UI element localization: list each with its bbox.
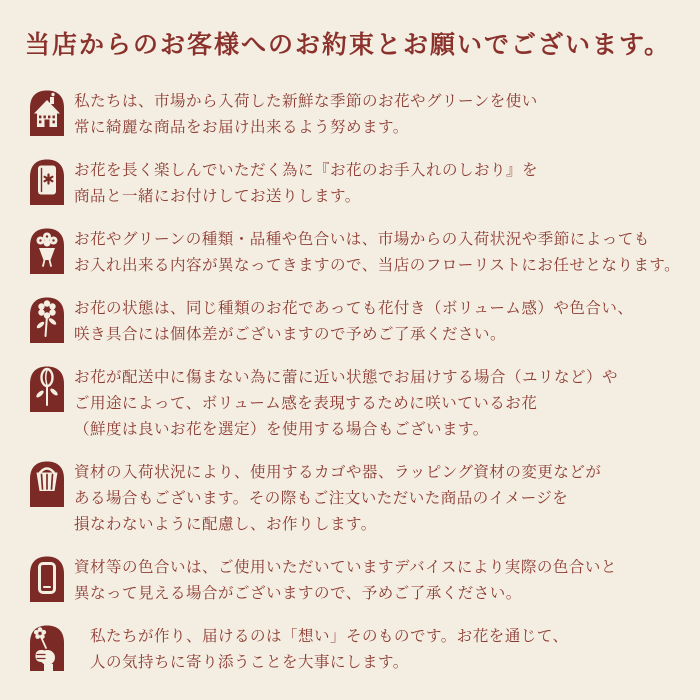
promise-text — [74, 226, 680, 278]
promise-line: お入れ出来る内容が異なってきますので、当店のフローリストにお任せとなります。 — [74, 256, 681, 274]
page-title: 当店からのお客様へのお約束とお願いでございます。 — [25, 30, 672, 59]
care-leaflet-icon — [28, 158, 66, 206]
flower-icon — [28, 296, 66, 344]
promise-line: 私たちは、市場から入荷した新鮮な季節のお花やグリーンを使い — [74, 92, 538, 110]
promise-line: 異なって見える場合がございますので、予めご了承ください。 — [74, 584, 522, 602]
basket-icon — [28, 460, 66, 508]
promise-line: 資材等の色合いは、ご使用いただいていますデバイスにより実際の色合いと — [74, 558, 617, 576]
promise-text — [74, 623, 568, 675]
promise-line: ある場合もございます。その際もご注文いただいた商品のイメージを — [74, 489, 569, 507]
promise-list — [22, 88, 682, 675]
promise-item — [22, 88, 682, 140]
promise-line: ご用途によって、ボリューム感を表現するために咲いているお花 — [74, 394, 538, 412]
promise-line: 人の気持ちに寄り添うことを大事にします。 — [90, 653, 409, 671]
promise-item — [22, 226, 682, 278]
promise-item — [22, 459, 682, 537]
promise-line: 私たちが作り、届けるのは「想い」そのものです。お花を通じて、 — [90, 627, 569, 645]
promise-line: 損なわないように配慮し、お作りします。 — [74, 515, 377, 533]
promise-text — [74, 364, 618, 442]
promise-line: 咲き具合には個体差がございますので予めご了承ください。 — [74, 325, 507, 343]
promise-line: 資材の入荷状況により、使用するカゴや器、ラッピング資材の変更などが — [74, 463, 602, 481]
promise-item — [22, 623, 682, 675]
promise-line: 常に綺麗な商品をお届け出来るよう努めます。 — [74, 118, 409, 136]
promise-line: お花やグリーンの種類・品種や色合いは、市場からの入荷状況や季節によっても — [74, 230, 650, 248]
promise-line: お花を長く楽しんでいただく為に『お花のお手入れのしおり』を — [74, 161, 539, 179]
bouquet-icon — [28, 227, 66, 275]
promise-line: お花が配送中に傷まない為に蕾に近い状態でお届けする場合（ユリなど）や — [74, 368, 619, 386]
promise-line: 商品と一緒にお付けしてお送りします。 — [74, 187, 361, 205]
hand-flower-icon — [28, 624, 66, 672]
promise-text — [74, 295, 633, 347]
promise-item — [22, 157, 682, 209]
promise-item — [22, 295, 682, 347]
promise-line: （鮮度は良いお花を選定）を使用する場合もございます。 — [74, 420, 489, 438]
promise-item — [22, 554, 682, 606]
promise-line: お花の状態は、同じ種類のお花であっても花付き（ボリューム感）や色合い、 — [74, 299, 634, 317]
promise-item — [22, 364, 682, 442]
flower-bud-icon — [28, 365, 66, 413]
house-icon — [28, 89, 66, 137]
promise-text — [74, 459, 601, 537]
promise-text — [74, 157, 538, 209]
smartphone-icon — [28, 555, 66, 603]
promise-text — [74, 554, 617, 606]
promise-text — [74, 88, 538, 140]
